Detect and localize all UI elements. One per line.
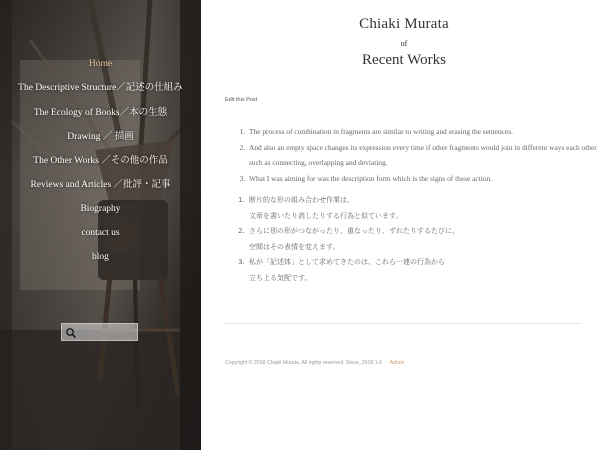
main-navigation — [0, 52, 201, 269]
nav-reviews-articles[interactable]: Reviews and Articles ／批評・記事 — [30, 180, 171, 190]
list-item — [247, 255, 587, 286]
nav-blog[interactable]: blog — [92, 252, 109, 262]
site-subtitle[interactable]: Recent Works — [362, 52, 446, 68]
search-icon[interactable] — [65, 327, 77, 339]
admin-link[interactable]: Admin — [389, 360, 405, 366]
footer-separator: · — [384, 360, 387, 366]
main-content — [201, 0, 607, 450]
nav-other-works[interactable]: The Other Works ／その他の作品 — [33, 156, 168, 166]
japanese-list — [227, 193, 587, 286]
nav-home[interactable]: Home — [88, 59, 113, 69]
nav-ecology-of-books[interactable]: The Ecology of Books／本の生態 — [33, 108, 168, 118]
site-title[interactable]: Chiaki Murata — [359, 16, 449, 32]
list-item-line: さらに別の形がつながったり、重なったり、ずれたりするたびに、 — [249, 227, 459, 235]
list-item-line: 断片的な形の組み合わせ作業は、 — [249, 196, 354, 204]
edit-post-link[interactable]: Edit this Post — [225, 97, 258, 103]
search-box — [61, 323, 138, 341]
list-item-line: 私が「記述体」として求めてきたのは、これら一連の行為から — [249, 258, 445, 266]
sidebar — [0, 0, 201, 450]
list-item: 3. What I was aiming for was the description form which is the signs of these action. — [247, 171, 597, 187]
nav-descriptive-structure[interactable]: The Descriptive Structure／記述の仕組み — [18, 83, 183, 93]
copyright-text: Copyright © 2018 Chiaki Murata. All rights reserved. Since_2018.1.6 — [225, 360, 382, 366]
list-item-line: 立ち上る気配です。 — [249, 273, 312, 282]
divider — [225, 323, 582, 324]
list-item-line: 文章を書いたり消したりする行為と似ています。 — [249, 211, 403, 220]
list-item: 2. And also an empty space changes its expression every time if other fragments would join in different ways each other such as connecting, overlapping and deviating. — [247, 140, 597, 171]
list-item: 1. The process of combination in fragments are similar to writing and erasing the sentences. — [247, 124, 597, 140]
nav-drawing[interactable]: Drawing ／ 描画 — [67, 132, 134, 142]
site-title-connector: of — [400, 39, 408, 48]
search-input[interactable] — [80, 325, 139, 341]
nav-biography[interactable]: Biography — [80, 204, 121, 214]
list-item — [247, 224, 587, 255]
english-list — [227, 124, 597, 186]
nav-contact-us[interactable]: contact us — [81, 228, 120, 238]
footer — [225, 360, 404, 366]
list-item-line: 空間はその表情を変えます。 — [249, 242, 340, 251]
list-item — [247, 193, 587, 224]
